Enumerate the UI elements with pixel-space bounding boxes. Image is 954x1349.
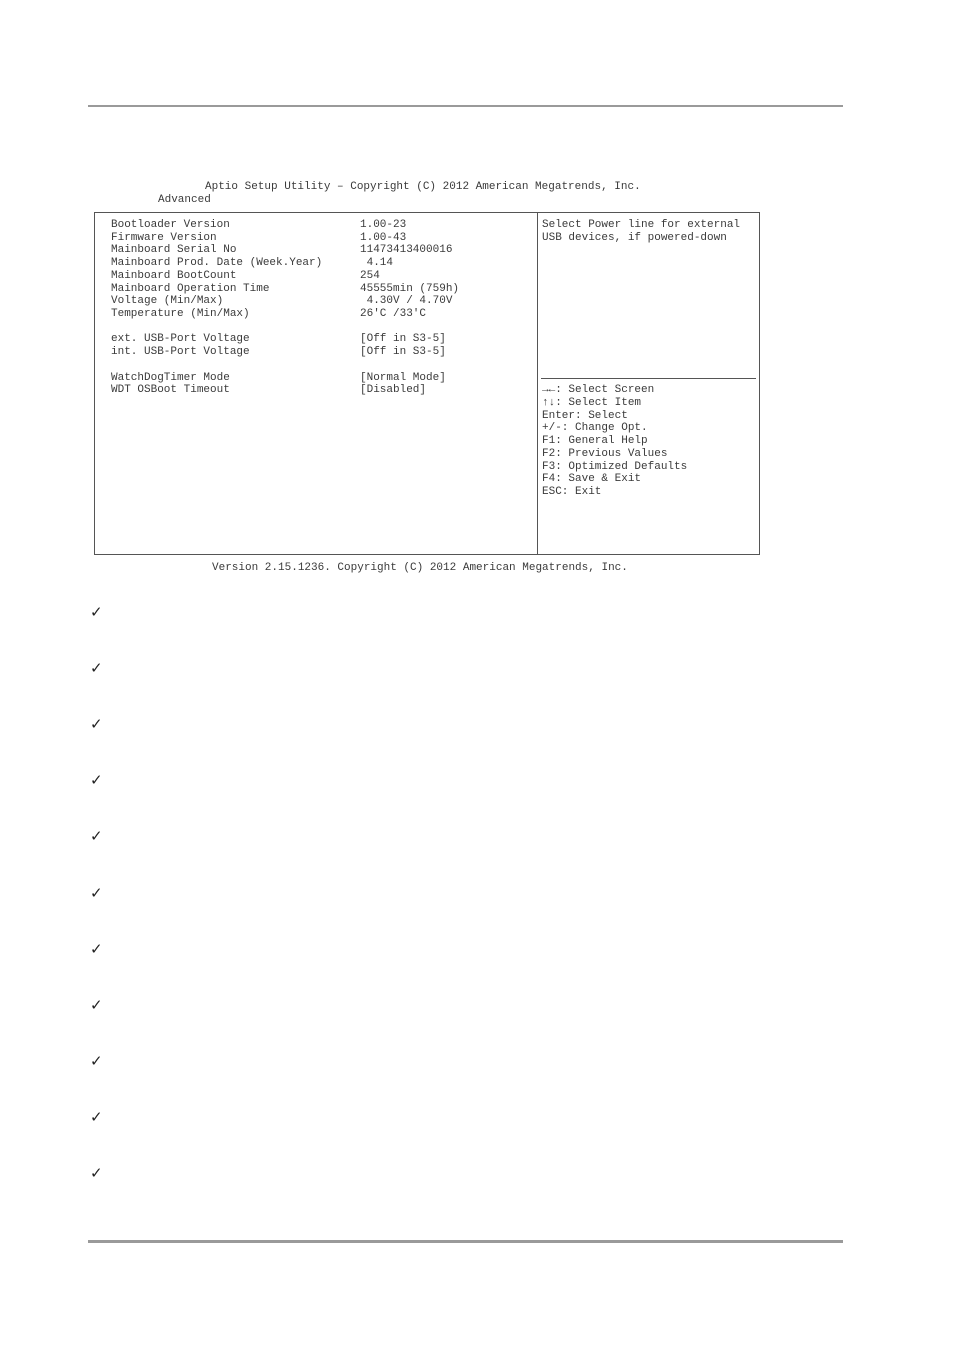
setting-label: Mainboard Operation Time bbox=[111, 283, 270, 295]
setting-value[interactable]: [Off in S3-5] bbox=[360, 333, 446, 345]
help-divider bbox=[541, 378, 756, 379]
setting-label: Mainboard Serial No bbox=[111, 244, 237, 256]
checkmark-icon: ✓ bbox=[90, 827, 103, 845]
key-help-esc-exit: ESC: Exit bbox=[542, 486, 602, 498]
tab-advanced[interactable]: Advanced bbox=[158, 194, 211, 206]
bottom-rule bbox=[88, 1240, 843, 1243]
checkmark-icon: ✓ bbox=[90, 1164, 103, 1182]
checkmark-icon: ✓ bbox=[90, 1108, 103, 1126]
setting-value: 11473413400016 bbox=[360, 244, 453, 256]
setting-label: Temperature (Min/Max) bbox=[111, 308, 250, 320]
setting-wdt-osboot-timeout[interactable] bbox=[111, 384, 427, 397]
setting-value[interactable]: [Off in S3-5] bbox=[360, 346, 446, 358]
key-help-previous-values: F2: Previous Values bbox=[542, 448, 668, 460]
key-help-optimized-defaults: F3: Optimized Defaults bbox=[542, 461, 688, 473]
setting-label: Firmware Version bbox=[111, 232, 217, 244]
setting-value[interactable]: [Disabled] bbox=[360, 384, 427, 396]
help-text-line: USB devices, if powered-down bbox=[542, 232, 727, 244]
setting-label: WatchDogTimer Mode bbox=[111, 372, 230, 384]
setting-mainboard-prod-date bbox=[111, 257, 394, 270]
setting-mainboard-bootcount bbox=[111, 270, 380, 283]
help-text-line: Select Power line for external bbox=[542, 219, 741, 231]
setting-voltage bbox=[111, 295, 453, 308]
setting-value: 26'C /33'C bbox=[360, 308, 427, 320]
setting-value: 1.00-43 bbox=[360, 232, 407, 244]
setting-value: 4.14 bbox=[360, 257, 394, 269]
checkmark-icon: ✓ bbox=[90, 603, 103, 621]
panel-divider bbox=[537, 213, 538, 555]
checkmark-icon: ✓ bbox=[90, 659, 103, 677]
key-help-select-screen: →←: Select Screen bbox=[542, 384, 655, 396]
bios-version-footer: Version 2.15.1236. Copyright (C) 2012 American Megatrends, Inc. bbox=[212, 562, 628, 574]
checkmark-icon: ✓ bbox=[90, 996, 103, 1014]
setting-label: Mainboard Prod. Date (Week.Year) bbox=[111, 257, 323, 269]
setting-value[interactable]: [Normal Mode] bbox=[360, 372, 446, 384]
key-help-general-help: F1: General Help bbox=[542, 435, 648, 447]
setting-label: ext. USB-Port Voltage bbox=[111, 333, 250, 345]
setting-label: Voltage (Min/Max) bbox=[111, 295, 224, 307]
setting-temperature bbox=[111, 308, 427, 321]
setting-ext-usb-voltage[interactable] bbox=[111, 333, 446, 346]
bios-title: Aptio Setup Utility – Copyright (C) 2012 American Megatrends, Inc. bbox=[205, 181, 641, 193]
key-help-enter: Enter: Select bbox=[542, 410, 628, 422]
checkmark-icon: ✓ bbox=[90, 771, 103, 789]
setting-value: 4.30V / 4.70V bbox=[360, 295, 453, 307]
key-help-change-opt: +/-: Change Opt. bbox=[542, 422, 648, 434]
checkmark-icon: ✓ bbox=[90, 940, 103, 958]
checkmark-icon: ✓ bbox=[90, 884, 103, 902]
setting-label: Bootloader Version bbox=[111, 219, 230, 231]
setting-label: Mainboard BootCount bbox=[111, 270, 237, 282]
setting-value: 254 bbox=[360, 270, 380, 282]
setting-value: 45555min (759h) bbox=[360, 283, 460, 295]
setting-int-usb-voltage[interactable] bbox=[111, 346, 446, 359]
key-help-select-item: ↑↓: Select Item bbox=[542, 397, 642, 409]
setting-value: 1.00-23 bbox=[360, 219, 407, 231]
setting-mainboard-serial bbox=[111, 244, 453, 257]
setting-label: WDT OSBoot Timeout bbox=[111, 384, 230, 396]
setting-bootloader-version bbox=[111, 219, 407, 232]
checkmark-icon: ✓ bbox=[90, 1052, 103, 1070]
setting-label: int. USB-Port Voltage bbox=[111, 346, 250, 358]
top-rule bbox=[88, 105, 843, 107]
checkmark-icon: ✓ bbox=[90, 715, 103, 733]
key-help-save-exit: F4: Save & Exit bbox=[542, 473, 642, 485]
